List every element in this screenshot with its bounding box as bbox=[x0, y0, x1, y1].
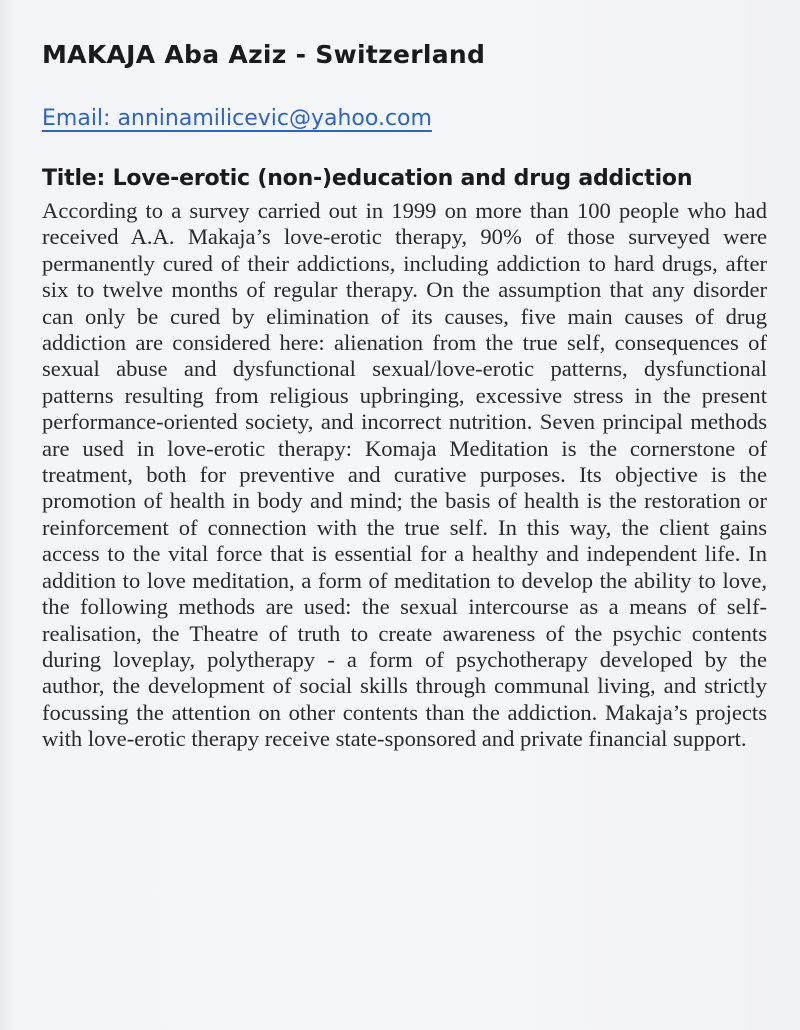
abstract-body: According to a survey carried out in 1999 on more than 100 people who had received A.A. Makaja’s love-erotic therapy, 90% of those surveyed were permanently cured of their addictions, including addiction to hard drugs, after six to twelve months of regular therapy. On the assumption that any disorder can only be cured by elimination of its causes, five main causes of drug addiction are considered here: alienation from the true self, consequences of sexual abuse and dysfunctional sexual/love-erotic patterns, dysfunctional patterns resulting from religious upbringing, excessive stress in the present performance-oriented society, and incorrect nutrition. Seven principal methods are used in love-erotic therapy: Komaja Meditation is the cornerstone of treatment, both for preventive and curative purposes. Its objective is the promotion of health in body and mind; the basis of health is the restoration or reinforcement of connection with the true self. In this way, the client gains access to the vital force that is essential for a healthy and independent life. In addition to love meditation, a form of meditation to develop the ability to love, the following methods are used: the sexual intercourse as a means of self-realisation, the Theatre of truth to create awareness of the psychic contents during loveplay, polytherapy - a form of psychotherapy developed by the author, the development of social skills through communal living, and strictly focussing the attention on other contents than the addiction. Makaja’s projects with love-erotic therapy receive state-sponsored and private financial support. bbox=[42, 198, 767, 752]
abstract-title: Title: Love-erotic (non-)education and drug addiction bbox=[42, 166, 693, 191]
email-link[interactable]: Email: anninamilicevic@yahoo.com bbox=[42, 106, 432, 131]
author-heading: MAKAJA Aba Aziz - Switzerland bbox=[42, 40, 486, 69]
